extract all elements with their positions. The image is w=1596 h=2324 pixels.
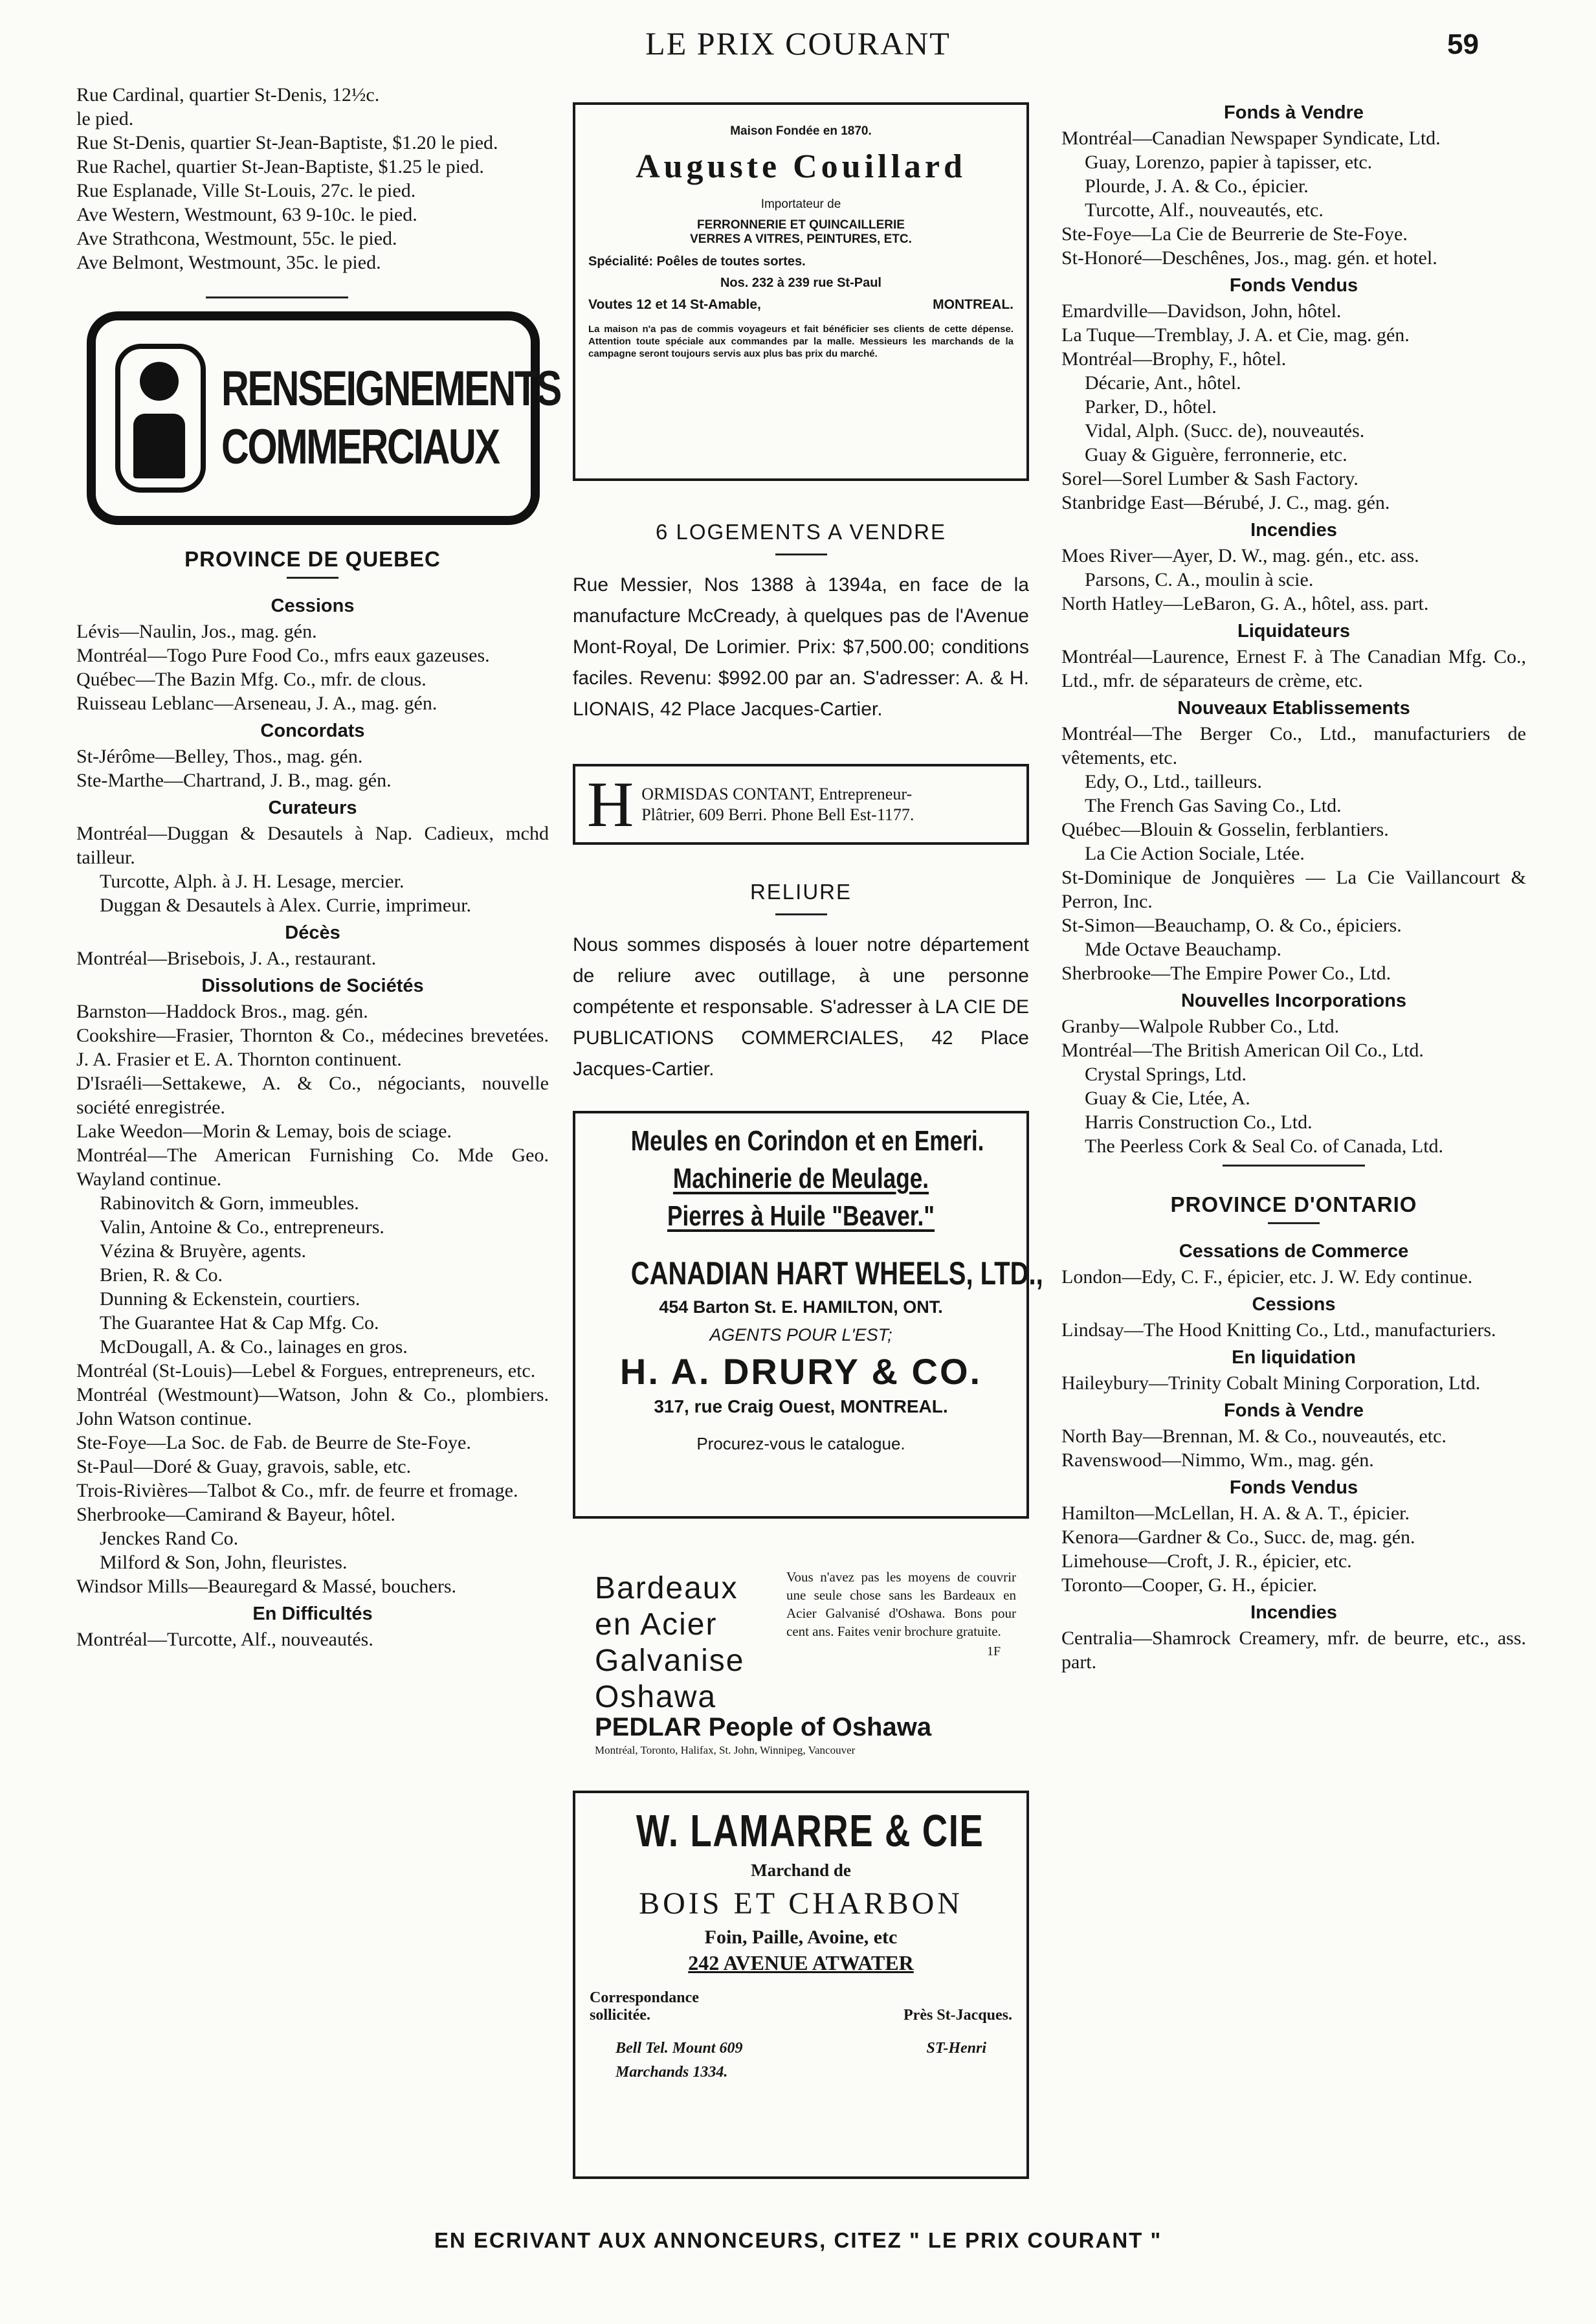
divider [1268, 1222, 1320, 1224]
ad-canadian-hart-wheels [573, 1111, 1043, 1519]
listing-entry: Guay, Lorenzo, papier à tapisser, etc. [1085, 151, 1373, 173]
divider [287, 577, 338, 579]
ad-lamarre-products: BOIS ET CHARBON [639, 1886, 963, 1921]
reliure-heading: RELIURE [749, 880, 852, 904]
listing-entry: St-Jérôme—Belley, Thos., mag. gén. [76, 746, 363, 767]
ad-importer: Importateur de [760, 197, 841, 211]
listing-entry: North Hatley—LeBaron, G. A., hôtel, ass. part. [1061, 593, 1429, 614]
section-heading: Fonds Vendus [1229, 275, 1358, 296]
listing-entry: Montréal—Duggan & Desautels à Nap. Cadieux, mchd tailleur. [76, 823, 549, 868]
listing-entry: Mde Octave Beauchamp. [1085, 939, 1282, 960]
section-heading: Fonds à Vendre [1224, 1400, 1364, 1421]
ad-meules-line-1: Meules en Corindon et en Emeri. [630, 1125, 984, 1157]
street-price-entry: le pied. [76, 108, 134, 129]
listing-entry: Décarie, Ant., hôtel. [1085, 372, 1241, 394]
listing-entry: St-Paul—Doré & Guay, gravois, sable, etc. [76, 1456, 412, 1477]
divider [206, 296, 348, 298]
listing-entry: Montréal—Brophy, F., hôtel. [1061, 348, 1287, 370]
listing-entry: Granby—Walpole Rubber Co., Ltd. [1061, 1016, 1340, 1037]
quebec-sections [76, 596, 549, 1651]
ad-meules-agent-address: 317, rue Craig Ouest, MONTREAL. [654, 1396, 948, 1416]
listing-entry: Emardville—Davidson, John, hôtel. [1061, 300, 1342, 322]
listing-entry: Edy, O., Ltd., tailleurs. [1085, 771, 1262, 792]
listing-entry: D'Israéli—Settakewe, A. & Co., négociants, nouvelle société enregistrée. [76, 1073, 549, 1118]
section-heading: Concordats [260, 721, 365, 741]
ad-lamarre-merchant: Marchand de [751, 1860, 851, 1880]
listing-entry: Québec—The Bazin Mfg. Co., mfr. de clous. [76, 669, 427, 690]
listing-entry: The Peerless Cork & Seal Co. of Canada, Ltd. [1085, 1135, 1444, 1157]
listing-entry: Kenora—Gardner & Co., Succ. de, mag. gén. [1061, 1526, 1415, 1548]
listing-entry: Montréal—Canadian Newspaper Syndicate, Ltd. [1061, 128, 1441, 149]
listing-entry: Montréal—The American Furnishing Co. Mde Geo. Wayland continue. [76, 1145, 549, 1190]
street-price-entry: Rue Cardinal, quartier St-Denis, 12½c. [76, 84, 380, 106]
ad-lamarre-address: 242 AVENUE ATWATER [688, 1951, 914, 1974]
page-number: 59 [1447, 28, 1479, 60]
listing-entry: Stanbridge East—Bérubé, J. C., mag. gén. [1061, 492, 1390, 513]
logo-line-1: RENSEIGNEMENTS [221, 361, 560, 416]
ad-line-b: VERRES A VITRES, PEINTURES, ETC. [690, 232, 912, 246]
section-heading: Cessions [271, 596, 355, 616]
listing-entry: Ste-Foye—La Soc. de Fab. de Beurre de Ste-Foye. [76, 1432, 471, 1453]
listing-entry: Montréal—Turcotte, Alf., nouveautés. [76, 1629, 373, 1650]
listing-entry: Vézina & Bruyère, agents. [100, 1240, 307, 1262]
ad-lamarre-tel: Bell Tel. Mount 609 [615, 2040, 743, 2057]
listing-entry: Trois-Rivières—Talbot & Co., mfr. de feurre et fromage. [76, 1480, 518, 1501]
ad-address-2-left: Voutes 12 et 14 St-Amable, [588, 297, 761, 312]
ad-address-2-right: MONTREAL. [933, 297, 1014, 312]
listing-entry: Montréal—The Berger Co., Ltd., manufacturiers de vêtements, etc. [1061, 723, 1526, 768]
ad-contant [573, 764, 1029, 845]
listing-entry: The French Gas Saving Co., Ltd. [1085, 795, 1342, 816]
listing-entry: Lévis—Naulin, Jos., mag. gén. [76, 621, 317, 642]
listing-entry: Cookshire—Frasier, Thornton & Co., médecines brevetées. J. A. Frasier et E. A. Thornton continuent. [76, 1025, 549, 1070]
street-price-entry: Ave Strathcona, Westmount, 55c. le pied. [76, 228, 397, 249]
listing-entry: Ste-Marthe—Chartrand, J. B., mag. gén. [76, 770, 392, 791]
listing-entry: Montréal—The British American Oil Co., Ltd. [1061, 1040, 1424, 1061]
right-column [1061, 97, 1526, 1674]
province-quebec-heading: PROVINCE DE QUEBEC [184, 547, 441, 571]
ad-line-a: FERRONNERIE ET QUINCAILLERIE [697, 218, 905, 232]
listing-entry: Ravenswood—Nimmo, Wm., mag. gén. [1061, 1449, 1374, 1471]
ad-meules-agents: AGENTS POUR L'EST; [709, 1325, 892, 1345]
section-heading: Fonds Vendus [1229, 1477, 1358, 1498]
ad-pedlar-line-2: en Acier [595, 1607, 718, 1642]
ad-meules-line-2: Machinerie de Meulage. [672, 1163, 929, 1194]
listing-entry: Parker, D., hôtel. [1085, 396, 1217, 418]
section-heading: Fonds à Vendre [1224, 102, 1364, 123]
listing-entry: Guay & Cie, Ltée, A. [1085, 1088, 1250, 1109]
quebec-sections-continued [1061, 102, 1526, 1158]
street-price-entry: Ave Belmont, Westmount, 35c. le pied. [76, 252, 381, 273]
listing-entry: Turcotte, Alf., nouveautés, etc. [1085, 199, 1324, 221]
divider [775, 913, 827, 915]
reliure-text: Nous sommes disposés à louer notre département de reliure avec outillage, à une personne compétente et responsable. S'adresser à LA CIE DE PUBLICATIONS COMMERCIALES, 42 Place Jacques-Cartier. [573, 934, 1029, 1080]
ad-contant-line-2: Plâtrier, 609 Berri. Phone Bell Est-1177. [641, 805, 914, 824]
listing-entry: The Guarantee Hat & Cap Mfg. Co. [100, 1312, 379, 1334]
ad-note: La maison n'a pas de commis voyageurs et fait bénéficier ses clients de cette dépense. Attention toute spéciale aux commandes par la malle. Messieurs les marchands de la campagne seront toujours servis aux plus bas prix du marché. [588, 324, 1014, 359]
ad-address-1: Nos. 232 à 239 rue St-Paul [720, 276, 881, 290]
street-price-entry: Rue Esplanade, Ville St-Louis, 27c. le pied. [76, 180, 416, 201]
ad-pedlar-line-1: Bardeaux [595, 1571, 738, 1605]
ad-contant-line-1: ORMISDAS CONTANT, Entrepreneur- [641, 784, 913, 803]
ad-pedlar-side-text: Vous n'avez pas les moyens de couvrir une seule chose sans les Bardeaux en Acier Galvanisé d'Oshawa. Bons pour cent ans. Faites venir brochure gratuite. [786, 1569, 1016, 1639]
listing-entry: Valin, Antoine & Co., entrepreneurs. [100, 1216, 384, 1238]
listing-entry: Lindsay—The Hood Knitting Co., Ltd., manufacturiers. [1061, 1319, 1496, 1341]
listing-entry: Plourde, J. A. & Co., épicier. [1085, 175, 1309, 197]
section-heading: Incendies [1250, 520, 1337, 541]
clerk-figure-icon [115, 344, 206, 493]
ad-lamarre [573, 1791, 1029, 2179]
listing-entry: Dunning & Eckenstein, courtiers. [100, 1288, 360, 1310]
street-price-entry: Ave Western, Westmount, 63 9-10c. le pied. [76, 204, 417, 225]
section-heading: Liquidateurs [1237, 621, 1350, 642]
ad-auguste-couillard [573, 102, 1029, 481]
ad-pedlar-line-4: Oshawa [595, 1680, 717, 1714]
divider [1223, 1165, 1365, 1167]
section-heading: Curateurs [268, 798, 357, 818]
listing-entry: Parsons, C. A., moulin à scie. [1085, 569, 1314, 590]
footer-notice: EN ECRIVANT AUX ANNONCEURS, CITEZ " LE PRIX COURANT " [434, 2228, 1162, 2252]
logo-line-2: COMMERCIAUX [221, 419, 499, 475]
logements-text: Rue Messier, Nos 1388 à 1394a, en face de la manufacture McCready, à quelques pas de l'Avenue Mont-Royal, De Lorimier. Prix: $7,500.00; conditions faciles. Revenu: $992.00 par an. S'adresser: A. & H. LIONAIS, 42 Place Jacques-Cartier. [573, 574, 1029, 720]
listing-entry: Harris Construction Co., Ltd. [1085, 1112, 1313, 1133]
ad-pedlar-cities: Montréal, Toronto, Halifax, St. John, Winnipeg, Vancouver [595, 1744, 856, 1756]
listing-entry: Limehouse—Croft, J. R., épicier, etc. [1061, 1550, 1352, 1572]
ad-lamarre-name: W. LAMARRE & CIE [636, 1805, 984, 1856]
ad-pedlar-tag: 1F [987, 1644, 1001, 1659]
street-price-entry: Rue Rachel, quartier St-Jean-Baptiste, $1.25 le pied. [76, 156, 484, 177]
listing-entry: Montréal—Laurence, Ernest F. à The Canadian Mfg. Co., Ltd., mfr. de séparateurs de crème, etc. [1061, 646, 1526, 691]
listing-entry: Montréal—Togo Pure Food Co., mfrs eaux gazeuses. [76, 645, 490, 666]
listing-entry: Hamilton—McLellan, H. A. & A. T., épicier. [1061, 1503, 1410, 1524]
ad-meules-catalogue: Procurez-vous le catalogue. [696, 1434, 905, 1453]
listing-entry: Montréal (St-Louis)—Lebel & Forgues, entrepreneurs, etc. [76, 1360, 536, 1381]
renseignements-logo [87, 311, 560, 525]
ad-lamarre-corr-1: Correspondance [590, 1989, 699, 2006]
province-ontario-heading: PROVINCE D'ONTARIO [1170, 1192, 1417, 1216]
listing-entry: Sherbrooke—The Empire Power Co., Ltd. [1061, 963, 1391, 984]
section-heading: Cessions [1252, 1294, 1336, 1315]
listing-entry: Montréal—Brisebois, J. A., restaurant. [76, 948, 377, 969]
ad-pedlar-brand: PEDLAR People of Oshawa [595, 1713, 932, 1741]
section-heading: Décès [285, 922, 340, 943]
section-heading: En Difficultés [252, 1603, 373, 1624]
ad-meules-agent-name: H. A. DRURY & CO. [619, 1351, 982, 1392]
listing-entry: Sherbrooke—Camirand & Bayeur, hôtel. [76, 1504, 395, 1525]
listing-entry: Brien, R. & Co. [100, 1264, 223, 1286]
listing-entry: Centralia—Shamrock Creamery, mfr. de beurre, etc., ass. part. [1061, 1627, 1526, 1673]
section-heading: En liquidation [1232, 1347, 1356, 1368]
listing-entry: Jenckes Rand Co. [100, 1528, 239, 1549]
ad-meules-line-3: Pierres à Huile "Beaver." [667, 1200, 935, 1232]
listing-entry: North Bay—Brennan, M. & Co., nouveautés, etc. [1061, 1425, 1446, 1447]
ad-specialty: Spécialité: Poêles de toutes sortes. [588, 254, 806, 269]
ad-lamarre-corr-2: sollicitée. [590, 2007, 650, 2024]
listing-entry: St-Simon—Beauchamp, O. & Co., épiciers. [1061, 915, 1402, 936]
ad-lamarre-marchands: Marchands 1334. [615, 2064, 728, 2081]
section-heading: Nouveaux Etablissements [1177, 698, 1410, 719]
section-heading: Nouvelles Incorporations [1180, 990, 1407, 1011]
section-heading: Incendies [1250, 1602, 1337, 1623]
listing-entry: McDougall, A. & Co., lainages en gros. [100, 1336, 408, 1358]
listing-entry: Toronto—Cooper, G. H., épicier. [1061, 1574, 1317, 1596]
listing-entry: Ste-Foye—La Cie de Beurrerie de Ste-Foye. [1061, 223, 1408, 245]
listing-entry: Turcotte, Alph. à J. H. Lesage, mercier. [100, 871, 405, 892]
middle-column [573, 97, 1043, 2179]
listing-entry: Barnston—Haddock Bros., mag. gén. [76, 1001, 368, 1022]
ad-lamarre-near: Près St-Jacques. [903, 2007, 1012, 2024]
listing-entry: Québec—Blouin & Gosselin, ferblantiers. [1061, 819, 1389, 840]
listing-entry: Lake Weedon—Morin & Lemay, bois de sciage. [76, 1121, 452, 1142]
ad-pedlar-line-3: Galvanise [595, 1644, 745, 1678]
page-header-title: LE PRIX COURANT [645, 25, 951, 61]
ad-lamarre-tel-2: ST-Henri [926, 2040, 986, 2057]
ad-lamarre-sub: Foin, Paille, Avoine, etc [704, 1927, 898, 1948]
listing-entry: Sorel—Sorel Lumber & Sash Factory. [1061, 468, 1358, 489]
listing-entry: Montréal (Westmount)—Watson, John & Co., plombiers. John Watson continue. [76, 1384, 549, 1429]
section-heading: Cessations de Commerce [1179, 1241, 1409, 1262]
listing-entry: St-Dominique de Jonquières — La Cie Vaillancourt & Perron, Inc. [1061, 867, 1526, 912]
left-column [76, 83, 560, 1651]
ad-contant-initial: H [587, 768, 634, 840]
street-price-list [76, 83, 549, 274]
listing-entry: La Tuque—Tremblay, J. A. et Cie, mag. gén. [1061, 324, 1410, 346]
listing-entry: Rabinovitch & Gorn, immeubles. [100, 1192, 359, 1214]
listing-entry: Crystal Springs, Ltd. [1085, 1064, 1247, 1085]
ad-meules-address: 454 Barton St. E. HAMILTON, ONT. [659, 1297, 943, 1317]
listing-entry: La Cie Action Sociale, Ltée. [1085, 843, 1305, 864]
listing-entry: London—Edy, C. F., épicier, etc. J. W. Edy continue. [1061, 1266, 1473, 1288]
ad-company-name: Auguste Couillard [636, 148, 966, 185]
listing-entry: Guay & Giguère, ferronnerie, etc. [1085, 444, 1347, 465]
section-heading: Dissolutions de Sociétés [201, 976, 424, 996]
listing-entry: Haileybury—Trinity Cobalt Mining Corporation, Ltd. [1061, 1372, 1481, 1394]
listing-entry: Milford & Son, John, fleuristes. [100, 1552, 348, 1573]
listing-entry: Windsor Mills—Beauregard & Massé, bouchers. [76, 1576, 457, 1597]
listing-entry: Ruisseau Leblanc—Arseneau, J. A., mag. gén. [76, 693, 438, 714]
divider [775, 553, 827, 555]
listing-entry: St-Honoré—Deschênes, Jos., mag. gén. et hotel. [1061, 247, 1437, 269]
listing-entry: Duggan & Desautels à Alex. Currie, imprimeur. [100, 895, 472, 916]
logements-heading: 6 LOGEMENTS A VENDRE [656, 520, 946, 544]
ontario-sections [1061, 1241, 1526, 1674]
listing-entry: Moes River—Ayer, D. W., mag. gén., etc. ass. [1061, 545, 1419, 566]
ad-meules-company: CANADIAN HART WHEELS, LTD., [630, 1255, 1043, 1291]
ad-founded: Maison Fondée en 1870. [730, 124, 872, 138]
ad-pedlar [573, 1545, 1029, 1771]
listing-entry: Vidal, Alph. (Succ. de), nouveautés. [1085, 420, 1365, 441]
street-price-entry: Rue St-Denis, quartier St-Jean-Baptiste, $1.20 le pied. [76, 132, 498, 153]
